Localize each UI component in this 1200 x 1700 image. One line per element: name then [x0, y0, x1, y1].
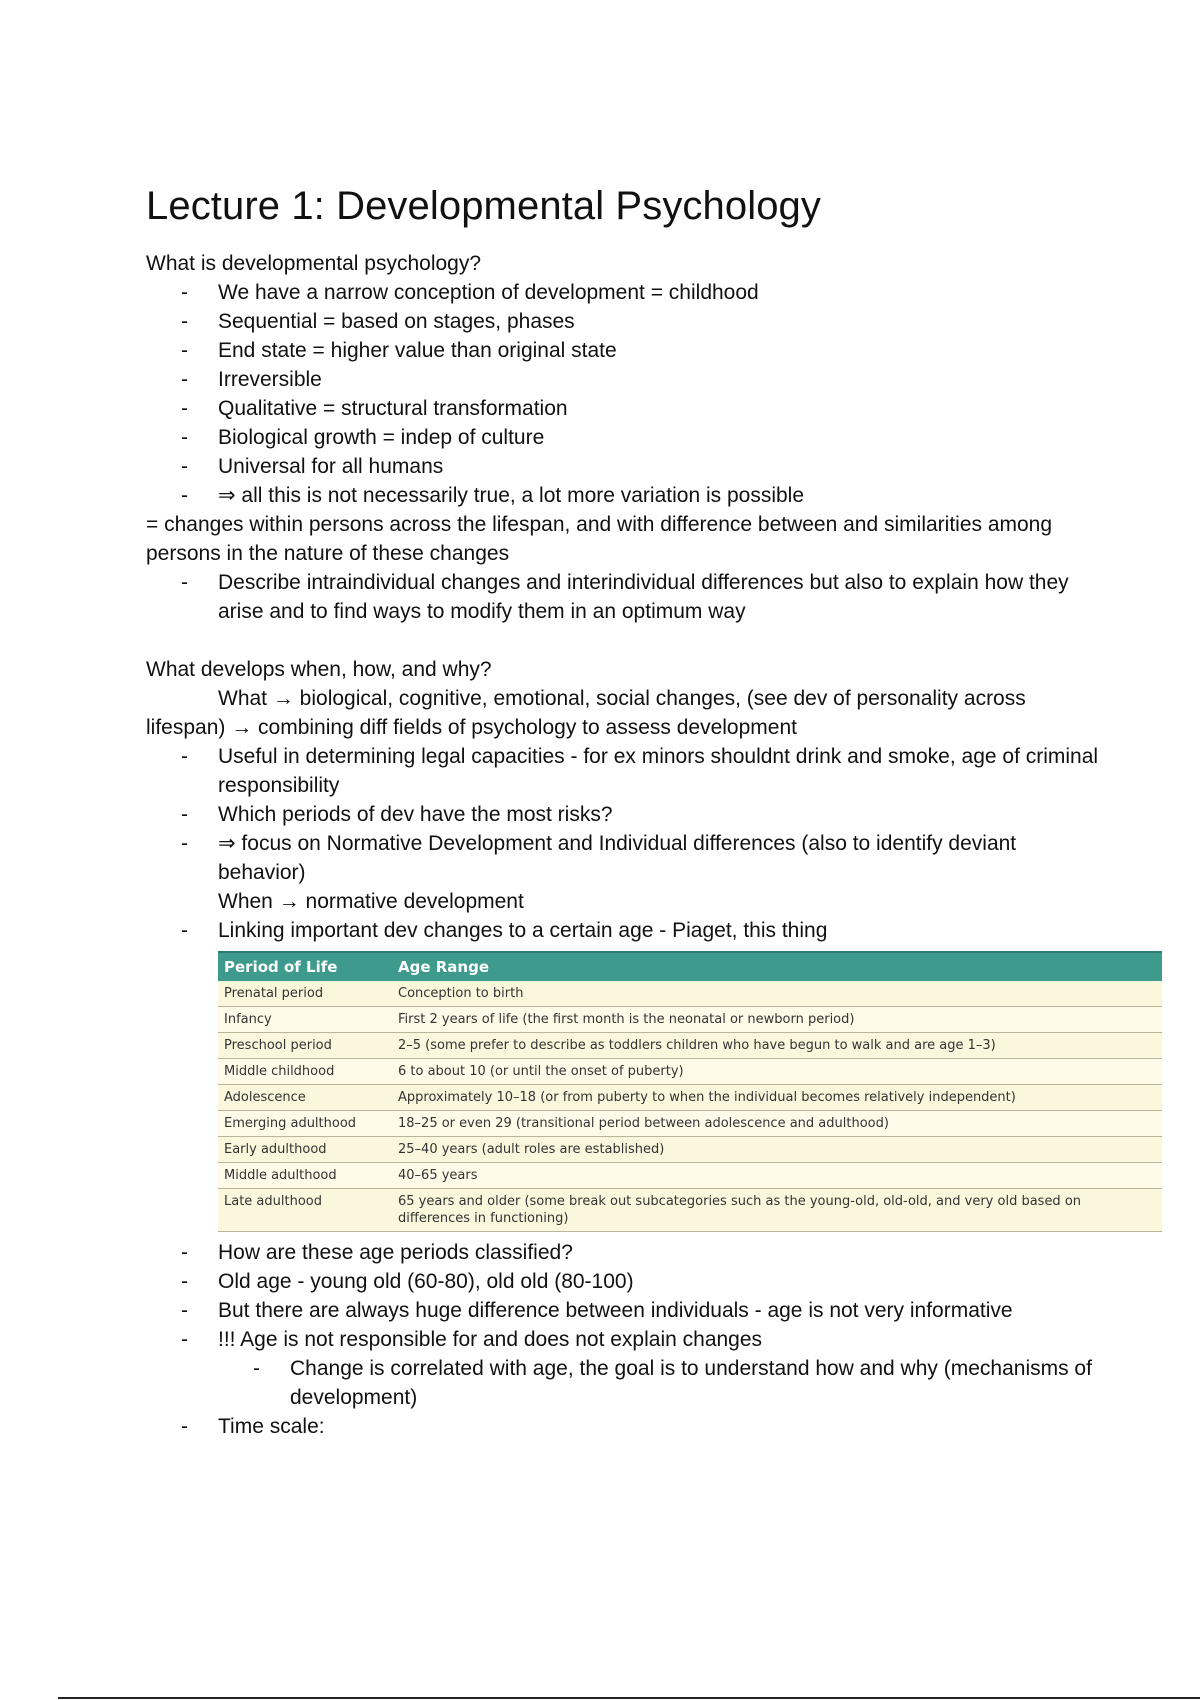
document-body [146, 249, 1106, 1441]
table-row [218, 1111, 1162, 1137]
table-cell-period: Preschool period [218, 1033, 392, 1059]
table-cell-period: Emerging adulthood [218, 1111, 392, 1137]
table-cell-age-range: 6 to about 10 (or until the onset of puberty) [392, 1059, 1162, 1085]
list-item: - But there are always huge difference between individuals - age is not very informative [218, 1296, 1106, 1325]
when-line: When → normative development [218, 890, 524, 913]
list-item: - ⇒ focus on Normative Development and Individual differences (also to identify deviant behavior) [218, 829, 1106, 887]
table-cell-period: Prenatal period [218, 981, 392, 1007]
table-header-age-range: Age Range [392, 952, 1162, 981]
table-cell-age-range: 65 years and older (some break out subcategories such as the young-old, old-old, and very old based on differences in functioning) [392, 1189, 1162, 1232]
table-cell-period: Adolescence [218, 1085, 392, 1111]
definition-paragraph: = changes within persons across the lifespan, and with difference between and similarities among persons in the nature of these changes [146, 513, 1053, 565]
list-item: - Which periods of dev have the most risks? [218, 800, 1106, 829]
table-row [218, 1137, 1162, 1163]
nested-bullet-list [218, 1354, 1106, 1412]
list-item: - ⇒ all this is not necessarily true, a lot more variation is possible [218, 481, 1106, 510]
list-item: - Describe intraindividual changes and interindividual differences but also to explain how they arise and to find ways to modify them in an optimum way [218, 568, 1106, 626]
table-cell-period: Early adulthood [218, 1137, 392, 1163]
list-item: - Time scale: [218, 1412, 1106, 1441]
section2-bullet-list [146, 742, 1106, 945]
list-item: - We have a narrow conception of development = childhood [218, 278, 1106, 307]
period-of-life-table [218, 951, 1162, 1232]
section-heading-what-is: What is developmental psychology? [146, 252, 482, 275]
table-cell-age-range: 18–25 or even 29 (transitional period between adolescence and adulthood) [392, 1111, 1162, 1137]
list-item: - Sequential = based on stages, phases [218, 307, 1106, 336]
table-row [218, 1059, 1162, 1085]
table-cell-age-range: 40–65 years [392, 1163, 1162, 1189]
list-item: - Irreversible [218, 365, 1106, 394]
list-item: - Linking important dev changes to a certain age - Piaget, this thing [218, 916, 1106, 945]
page-title: Lecture 1: Developmental Psychology [146, 184, 821, 228]
page-bottom-divider [58, 1697, 1200, 1699]
list-item: - How are these age periods classified? [218, 1238, 1106, 1267]
table-cell-age-range: Conception to birth [392, 981, 1162, 1007]
table-header-period: Period of Life [218, 952, 392, 981]
list-item: - Biological growth = indep of culture [218, 423, 1106, 452]
nested-list-item: - Change is correlated with age, the goal is to understand how and why (mechanisms of development) [290, 1354, 1106, 1412]
period-of-life-table-wrapper [218, 951, 1162, 1232]
table-row [218, 1033, 1162, 1059]
list-item: - Useful in determining legal capacities - for ex minors shouldnt drink and smoke, age of criminal responsibility [218, 742, 1106, 800]
table-cell-period: Infancy [218, 1007, 392, 1033]
section1-bullet-list [146, 278, 1106, 510]
table-row [218, 981, 1162, 1007]
table-cell-age-range: Approximately 10–18 (or from puberty to when the individual becomes relatively independent) [392, 1085, 1162, 1111]
table-row [218, 1085, 1162, 1111]
spacer [146, 626, 1106, 655]
table-header-row [218, 952, 1162, 981]
table-row [218, 1163, 1162, 1189]
after-table-bullet-list [146, 1238, 1106, 1441]
table-cell-period: Middle childhood [218, 1059, 392, 1085]
list-item-with-sublist [218, 1325, 1106, 1412]
table-cell-period: Middle adulthood [218, 1163, 392, 1189]
table-cell-age-range: 2–5 (some prefer to describe as toddlers children who have begun to walk and are age 1–3) [392, 1033, 1162, 1059]
table-cell-age-range: First 2 years of life (the first month is the neonatal or newborn period) [392, 1007, 1162, 1033]
list-item: - End state = higher value than original state [218, 336, 1106, 365]
table-cell-period: Late adulthood [218, 1189, 392, 1232]
definition-bullet-list [146, 568, 1106, 626]
list-item: - Universal for all humans [218, 452, 1106, 481]
what-paragraph: What → biological, cognitive, emotional, social changes, (see dev of personality across lifespan) → combining diff fields of psychology to assess development [146, 687, 1026, 739]
list-item-text: !!! Age is not responsible for and does not explain changes [218, 1328, 763, 1351]
table-row [218, 1189, 1162, 1232]
table-row [218, 1007, 1162, 1033]
list-item: - Old age - young old (60-80), old old (80-100) [218, 1267, 1106, 1296]
section-heading-what-develops: What develops when, how, and why? [146, 658, 492, 681]
table-cell-age-range: 25–40 years (adult roles are established) [392, 1137, 1162, 1163]
list-item: - Qualitative = structural transformation [218, 394, 1106, 423]
